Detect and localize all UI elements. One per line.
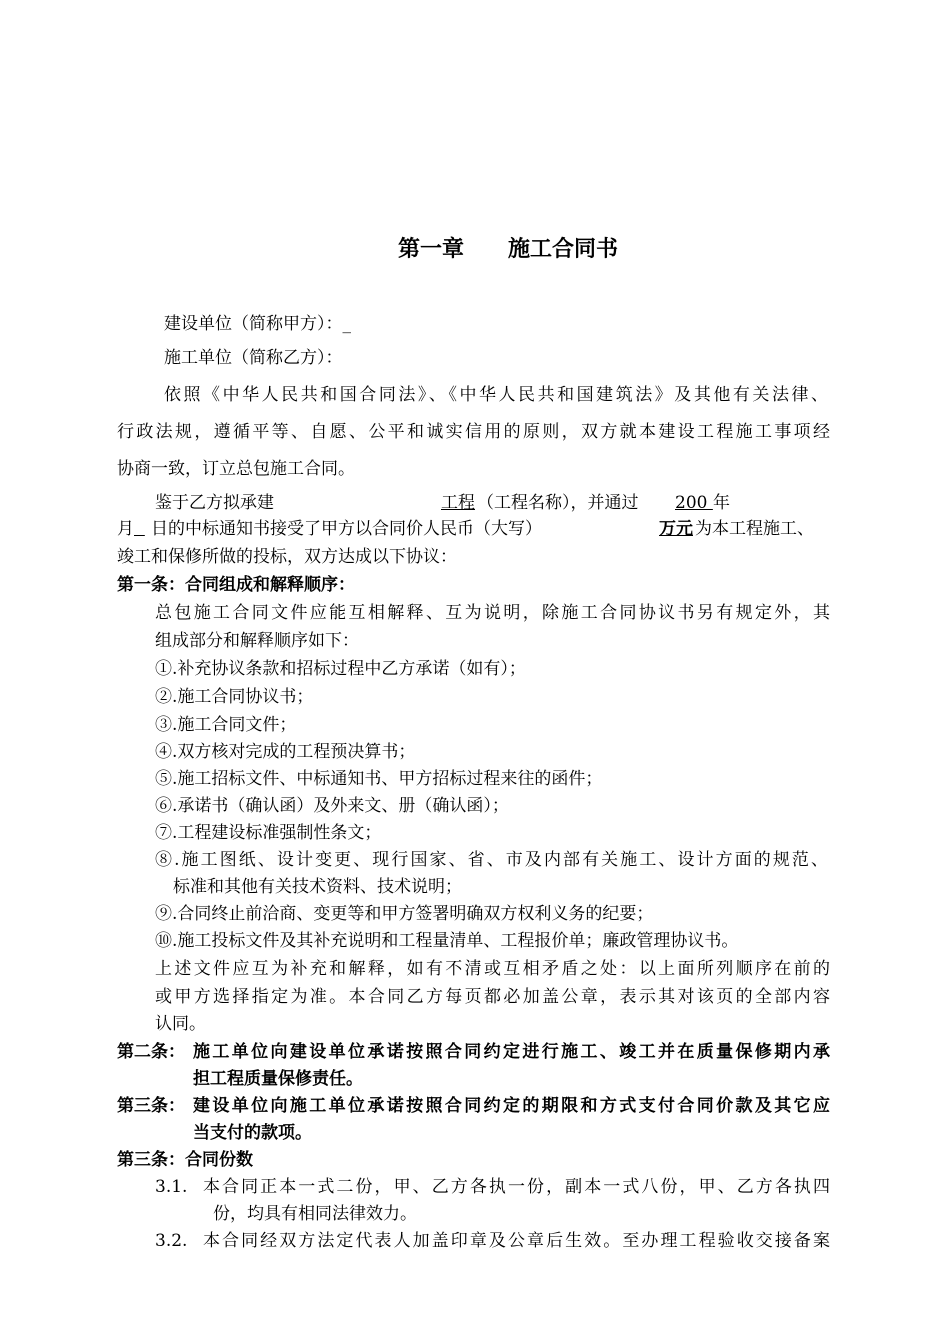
project-name-field: 工程 [441, 493, 475, 513]
bid-line-1-year-unit: 年 [713, 493, 730, 513]
list-item: ⑥.承诺书（确认函）及外来文、册（确认函）； [155, 796, 509, 816]
bid-line-1-mid: （工程名称），并通过 [477, 493, 639, 513]
clause-3-1-line-2: 份，均具有相同法律效力。 [213, 1204, 417, 1224]
list-item: ⑨.合同终止前洽商、变更等和甲方签署明确双方权利义务的纪要； [155, 904, 654, 924]
list-item: ④.双方核对完成的工程预决算书； [155, 742, 416, 762]
article-1-para-1-line-1: 总包施工合同文件应能互相解释、互为说明，除施工合同协议书另有规定外，其 [155, 603, 830, 623]
article-2-line-2: 担工程质量保修责任。 [193, 1069, 363, 1089]
contract-price-unit: 万元 [659, 519, 693, 539]
clause-3-1-line-1: 本合同正本一式二份，甲、乙方各执一份，副本一式八份，甲、乙方各执四 [203, 1177, 830, 1197]
article-3-line-2: 当支付的款项。 [193, 1123, 312, 1143]
list-item: ②.施工合同协议书； [155, 687, 314, 707]
clause-3-2-line-1: 本合同经双方法定代表人加盖印章及公章后生效。至办理工程验收交接备案 [203, 1231, 830, 1251]
article-2-label: 第二条： [117, 1042, 185, 1062]
list-item-continuation: 标准和其他有关技术资料、技术说明； [173, 877, 462, 897]
article-1-heading: 第一条：合同组成和解释顺序： [117, 575, 355, 595]
list-item: ⑧.施工图纸、设计变更、现行国家、省、市及内部有关施工、设计方面的规范、 [155, 850, 828, 870]
party-a-label: 建设单位（简称甲方）：_ [164, 314, 351, 334]
bid-line-3: 竣工和保修所做的投标，双方达成以下协议： [117, 547, 457, 567]
article-3-label: 第三条： [117, 1096, 185, 1116]
article-1-para-2-line-2: 或甲方选择指定为准。本合同乙方每页都必加盖公章，表示其对该页的全部内容 [155, 987, 830, 1007]
article-3b-heading: 第三条：合同份数 [117, 1150, 253, 1170]
intro-line-1: 依照《中华人民共和国合同法》、《中华人民共和国建筑法》及其他有关法律、 [164, 385, 828, 405]
article-1-para-2-line-1: 上述文件应互为补充和解释，如有不清或互相矛盾之处：以上面所列顺序在前的 [155, 959, 830, 979]
list-item: ⑦.工程建设标准强制性条文； [155, 823, 382, 843]
list-item: ⑤.施工招标文件、中标通知书、甲方招标过程来往的函件； [155, 769, 603, 789]
bid-year-field: 200 [675, 493, 713, 513]
bid-day-blank [134, 518, 145, 540]
bid-line-2-text: 日的中标通知书接受了甲方以合同价人民币（大写） [151, 519, 542, 539]
page-title: 第一章 施工合同书 [397, 236, 618, 262]
list-item: ③.施工合同文件； [155, 715, 297, 735]
bid-line-1-lead: 鉴于乙方拟承建 [155, 493, 274, 513]
bid-month-label: 月 [117, 519, 134, 539]
clause-3-2-number: 3.2. [155, 1231, 188, 1251]
clause-3-1-number: 3.1. [155, 1177, 188, 1197]
intro-line-3: 协商一致，订立总包施工合同。 [117, 459, 355, 479]
bid-line-2-tail: 为本工程施工、 [695, 519, 814, 539]
article-1-para-1-line-2: 组成部分和解释顺序如下： [155, 631, 359, 651]
intro-line-2: 行政法规，遵循平等、自愿、公平和诚实信用的原则，双方就本建设工程施工事项经 [117, 422, 830, 442]
party-b-label: 施工单位（简称乙方）： [164, 348, 343, 368]
article-2-line-1: 施工单位向建设单位承诺按照合同约定进行施工、竣工并在质量保修期内承 [193, 1042, 830, 1062]
list-item: ①.补充协议条款和招标过程中乙方承诺（如有）； [155, 659, 526, 679]
article-3-line-1: 建设单位向施工单位承诺按照合同约定的期限和方式支付合同价款及其它应 [193, 1096, 830, 1116]
list-item: ⑩.施工投标文件及其补充说明和工程量清单、工程报价单；廉政管理协议书。 [155, 931, 739, 951]
article-1-para-2-line-3: 认同。 [155, 1014, 206, 1034]
